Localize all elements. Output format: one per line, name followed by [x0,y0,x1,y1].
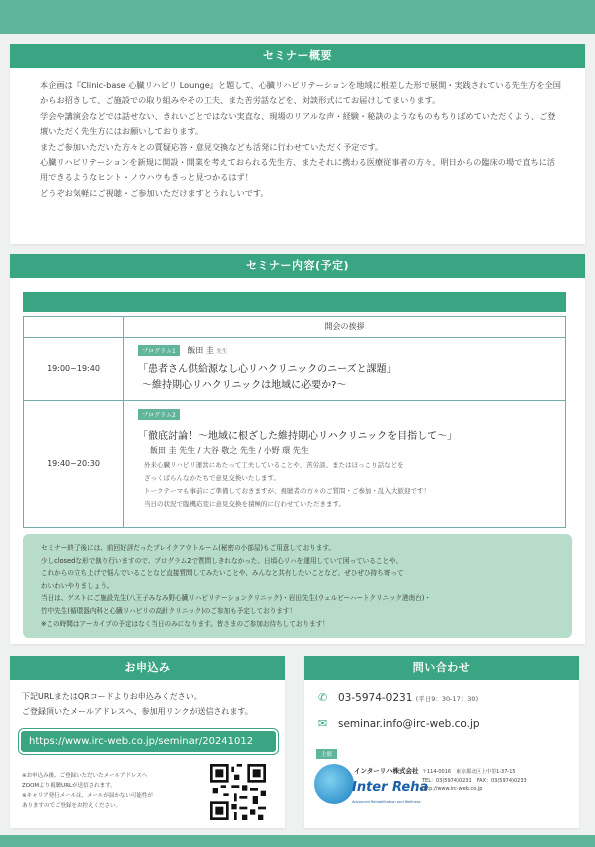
company-name: インターリハ株式会社 [354,767,419,775]
apply-heading: お申込み [10,656,285,680]
fine-line: ※キャリア発行メールは、メールが届かない可能性が [22,793,153,799]
program-2-cell [124,401,565,527]
overview-paragraph: 本企画は『Clinic-base 心臓リハビリ Lounge』と題して、心臓リハビリテーションを地域に根差した形で展開・実践されている先生方を全国からお招きして、ご施設での取り組みやその工夫、また苦労話などを、対談形式にてお届けしてまいります。 [40,80,561,106]
address-line: TEL：03(5974)0231 FAX：03(5974)0233 [422,777,527,784]
fine-line: ZOOMより視聴URLが送信されます。 [22,783,116,789]
note-line: これからの立ち上げで悩んでいることなど直接質問してみたいことや、みんなと共有したいことなど、ぜひぜひ持ち寄って [41,569,404,578]
note-line: 当日は、ゲストにご施設先生(八王子みなみ野心臓リハビリテーションクリニック)・岩田先生(ウェルビーハートクリニック港南台)・ [41,594,431,603]
address-line: 〒114-0016 東京都北区上中里1-37-15 [422,769,516,775]
schedule-row-opening [23,316,566,338]
overview-heading: セミナー概要 [10,44,585,68]
logo-text: Inter Reha [352,780,429,795]
breakout-note [23,534,572,638]
contact-section [304,656,579,828]
overview-section [10,44,585,244]
program-1-cell [124,338,565,400]
company-website-link[interactable]: http://www.irc-web.co.jp [422,786,483,793]
phone-hours: (平日9：30-17：30) [415,695,479,703]
program-1-speaker-suffix: 先生 [216,349,228,355]
overview-paragraph: 学会や講演会などでは話せない、きれいごとではない実直な、現場のリアルな声・経験・秘訣のようなものもちりばめていただくよう、ご登壇いただく先生方にはお願いしております。 [40,110,556,137]
content-heading: セミナー内容(予定) [10,254,585,278]
opening-remarks: 開会の挨拶 [324,322,365,331]
program-2-tag: プログラム2 [138,409,180,420]
time-cell [24,317,124,337]
program-1-speaker: 飯田 圭 [187,346,214,355]
phone-number[interactable]: 03-5974-0231 [338,692,413,704]
company-logo-icon [314,764,354,804]
logo-tagline: Advanced Rehabilitation and Wellness [352,800,421,804]
description-line: 外来心臓リハビリ運営にあたって工夫していることや、苦労談、またはほっこり話などを [144,461,404,469]
apply-fine-print [22,771,153,811]
apply-instructions [22,689,253,719]
note-line: わいわいやりましょう。 [41,581,114,590]
note-line: セミナー終了後には、前回好評だったブレイクアウトルーム(秘密の小部屋)もご用意しております。 [41,544,336,552]
email-address[interactable]: seminar.info@irc-web.co.jp [338,718,480,730]
program-2-speakers: 飯田 圭 先生 / 大谷 敬之 先生 / 小野 環 先生 [150,446,309,455]
time-cell: 19:40~20:30 [24,401,124,527]
program-2-description [144,459,430,511]
note-line: 少しclosedな形で執り行いますので、プログラム2で質問しきれなかった、日頃心リハを運用していて困っていることや、 [41,556,403,565]
overview-paragraph: またご参加いただいた方々との質疑応答・意見交換なども活発に行わせていただく予定です。 [40,141,384,152]
bottom-banner [0,835,595,847]
contact-email-row [318,717,480,730]
note-line: ※この時間はアーカイブの予定はなく当日のみになります。皆さまのご参加お待ちしております！ [41,619,329,628]
apply-line: ご登録頂いたメールアドレスへ、参加用リンクが送信されます。 [22,707,253,716]
fine-line: ※お申込み後、ご登録いただいたメールアドレスへ [22,773,148,779]
apply-section [10,656,285,828]
overview-paragraph: 心臓リハビリテーションを新規に開設・開業を考えておられる先生方、またそれに携わる医療従事者の方々、明日からの臨床の場で直ちに活用できるようなヒント・ノウハウもきっと見つかるはず！ [40,157,556,183]
phone-icon: ✆ [318,691,328,704]
description-line: ざっくばらんなかたちで意見交換いたします。 [144,474,280,482]
description-line: トークテーマも事前にご準備しておきますが、視聴者の方々のご質問・ご参加・乱入大歓迎です！ [144,487,430,495]
schedule-table-header [23,292,566,312]
top-banner [0,0,595,34]
fine-line: ありますのでご登録をお控えください。 [22,803,122,809]
schedule-row-program-1 [23,337,566,401]
overview-paragraph: どうぞお気軽にご視聴・ご参加いただけますとうれしいです。 [40,187,269,198]
apply-line: 下記URLまたはQRコードよりお申込みください。 [22,692,202,701]
email-icon: ✉ [318,717,328,730]
overview-body [40,78,563,201]
program-1-title: 「患者さん供給源なし心リハクリニックのニーズと課題」 [138,364,397,375]
host-label: 主催 [316,749,337,759]
program-2-title: 「徹底討論！～地域に根ざした維持期心リハクリニックを目指して～」 [138,431,458,442]
registration-url-link[interactable]: https://www.irc-web.co.jp/seminar/20241012 [19,729,278,754]
content-section [10,254,585,644]
schedule-row-program-2 [23,400,566,528]
company-address [422,768,527,794]
description-line: 当日の状況で臨機応変に意見交換を積極的に行わせていただきます。 [144,500,345,508]
time-cell: 19:00~19:40 [24,338,124,400]
contact-heading: 問い合わせ [304,656,579,680]
note-line: 竹中先生(循環器内科と心臓リハビリの高針クリニック)のご参加も予定しております！ [41,606,297,615]
program-1-subtitle: ～維持期心リハクリニックは地域に必要か?～ [142,380,347,391]
program-1-tag: プログラム1 [138,345,180,356]
contact-phone-row [318,691,478,704]
qr-code-icon[interactable] [210,764,266,820]
